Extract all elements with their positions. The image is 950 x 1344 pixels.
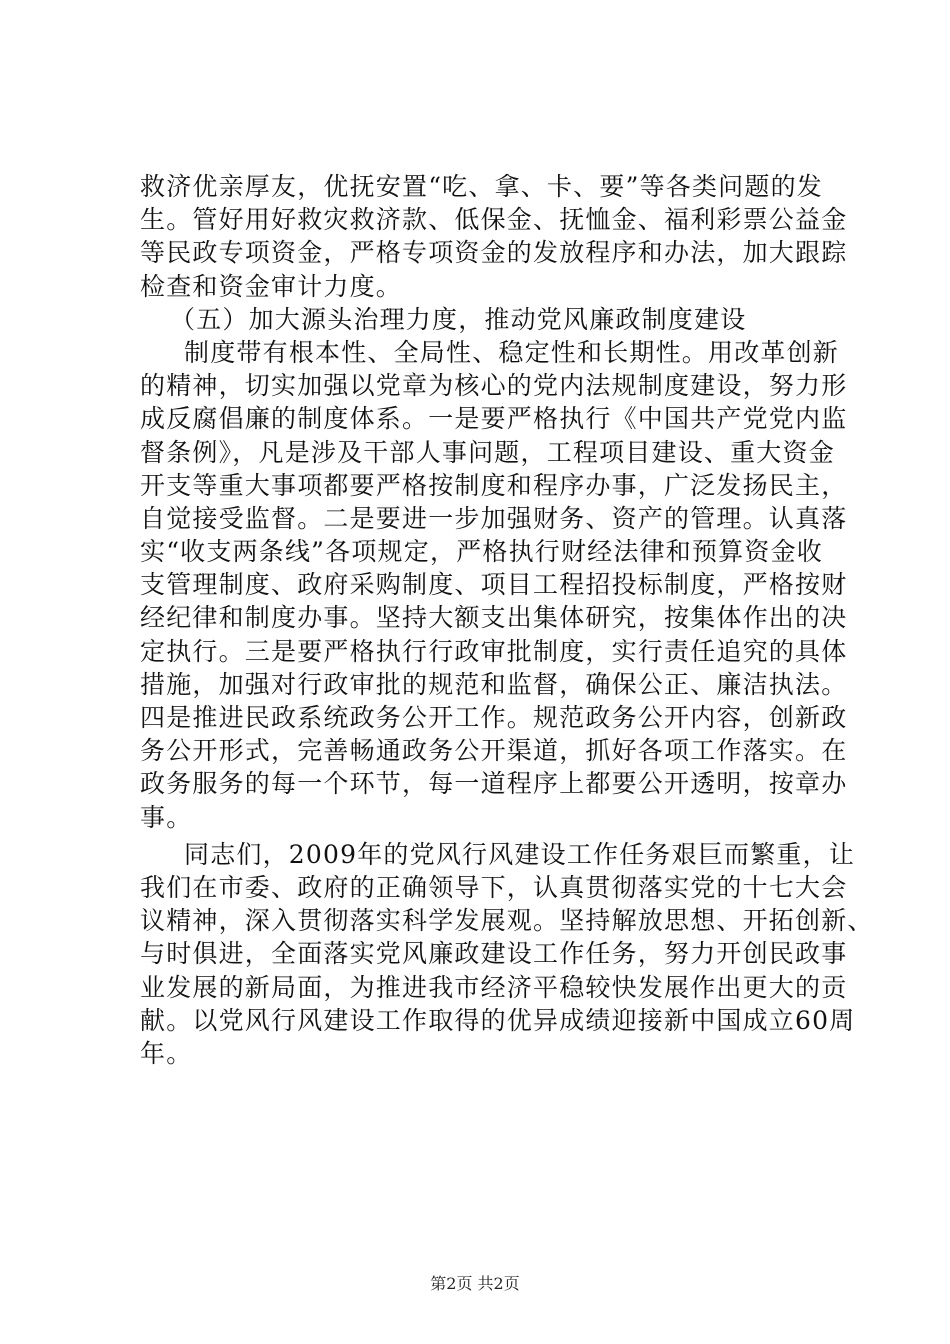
text-line: 四是推进民政系统政务公开工作。规范政务公开内容，创新政	[140, 703, 848, 732]
text-line: 等民政专项资金，严格专项资金的发放程序和办法，加大跟踪	[140, 238, 848, 268]
text-line: 开支等重大事项都要严格按制度和程序办事，广泛发扬民主，	[140, 470, 848, 500]
text-line: 生。管好用好救灾救济款、低保金、抚恤金、福利彩票公益金	[140, 205, 848, 235]
text-line: 支管理制度、政府采购制度、项目工程招投标制度，严格按财	[140, 570, 848, 600]
text-line: 的精神，切实加强以党章为核心的党内法规制度建设，努力形	[140, 371, 848, 401]
text-line: 事。	[140, 802, 193, 832]
text-line: 务公开形式，完善畅通政务公开渠道，抓好各项工作落实。在	[140, 736, 848, 766]
text-line: 救济优亲厚友，优抚安置“吃、拿、卡、要”等各类问题的发	[140, 172, 823, 201]
document-body	[140, 170, 874, 1070]
text-line: 经纪律和制度办事。坚持大额支出集体研究，按集体作出的决	[140, 603, 848, 633]
text-line: 年。	[140, 1038, 193, 1068]
text-line: 与时俱进，全面落实党风廉政建设工作任务，努力开创民政事	[140, 939, 848, 969]
text-line: 成反腐倡廉的制度体系。一是要严格执行《中国共产党党内监	[140, 404, 848, 434]
text-line: 实“收支两条线”各项规定，严格执行财经法律和预算资金收	[140, 537, 823, 567]
text-line: 我们在市委、政府的正确领导下，认真贯彻落实党的十七大会	[140, 872, 848, 902]
text-line: 议精神，深入贯彻落实科学发展观。坚持解放思想、开拓创新、	[140, 906, 874, 936]
page-number-label: 第2页 共2页	[430, 1274, 520, 1293]
text-line: 同志们，2009年的党风行风建设工作任务艰巨而繁重，让	[184, 839, 856, 869]
page-footer	[0, 1274, 950, 1294]
text-line: 献。以党风行风建设工作取得的优异成绩迎接新中国成立60周	[140, 1005, 856, 1035]
text-line: 督条例》，凡是涉及干部人事问题，工程项目建设、重大资金	[140, 437, 835, 467]
text-line: 政务服务的每一个环节，每一道程序上都要公开透明，按章办	[140, 769, 848, 799]
text-line: 制度带有根本性、全局性、稳定性和长期性。用改革创新	[184, 337, 840, 367]
section-heading: （五）加大源头治理力度，推动党风廉政制度建设	[170, 304, 747, 334]
text-line: 定执行。三是要严格执行行政审批制度，实行责任追究的具体	[140, 636, 848, 666]
text-line: 自觉接受监督。二是要进一步加强财务、资产的管理。认真落	[140, 503, 848, 533]
text-line: 措施，加强对行政审批的规范和监督，确保公正、廉洁执法。	[140, 669, 848, 699]
text-line: 业发展的新局面，为推进我市经济平稳较快发展作出更大的贡	[140, 972, 848, 1002]
text-line: 检查和资金审计力度。	[140, 271, 403, 301]
